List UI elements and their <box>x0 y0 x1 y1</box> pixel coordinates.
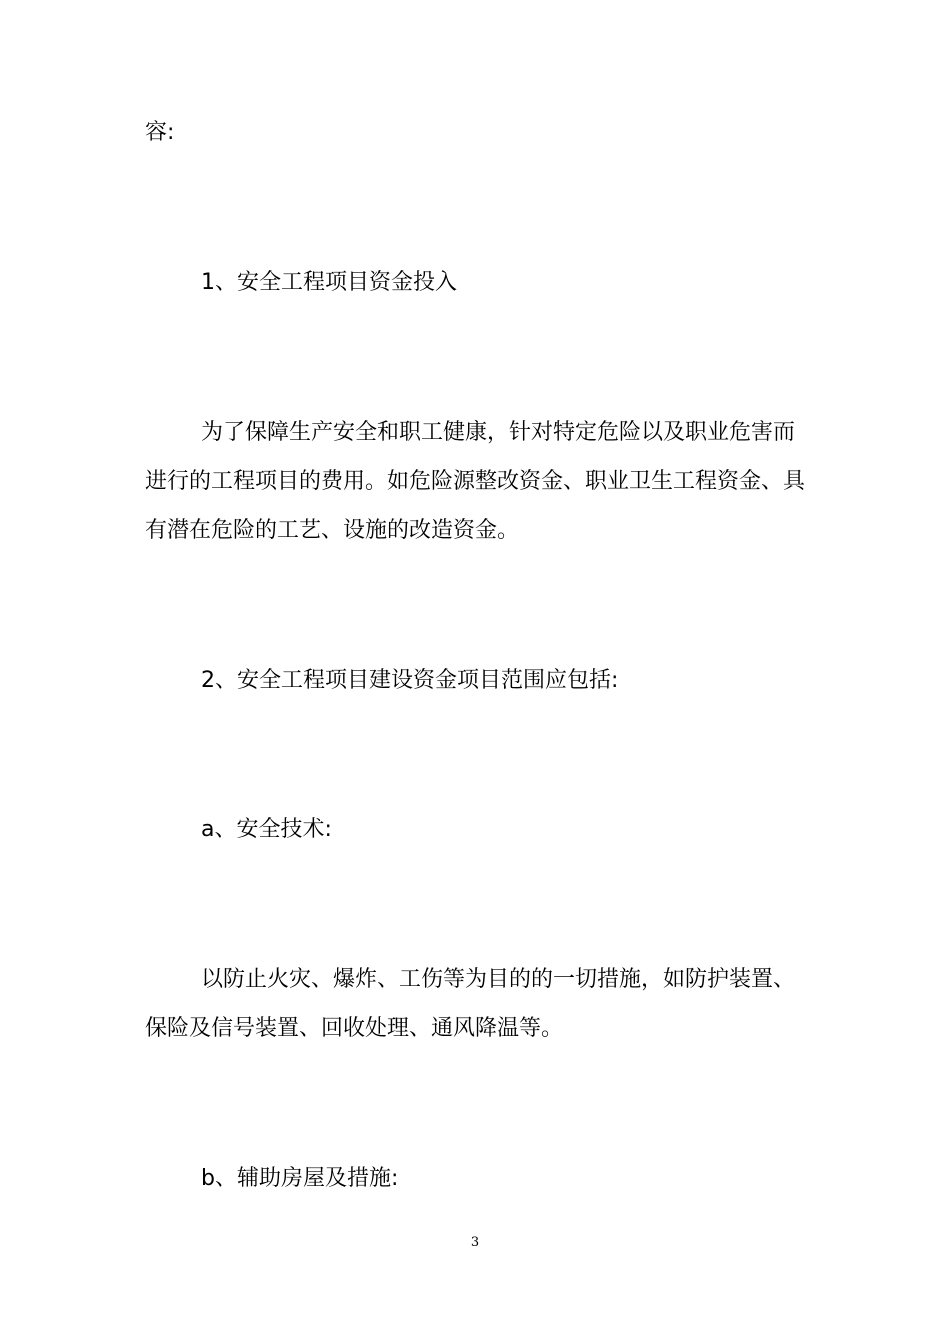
paragraph-continuation: 容: <box>145 120 175 145</box>
heading-section-1: 1、安全工程项目资金投入 <box>201 270 457 295</box>
paragraph-item-a-body: 以防止火灾、爆炸、工伤等为目的的一切措施，如防护装置、保险及信号装置、回收处理、通风降温等。 <box>145 967 796 1041</box>
heading-section-2: 2、安全工程项目建设资金项目范围应包括: <box>201 668 619 693</box>
heading-item-b: b、辅助房屋及措施: <box>201 1166 399 1191</box>
paragraph-section-1-body: 为了保障生产安全和职工健康，针对特定危险以及职业危害而进行的工程项目的费用。如危险源整改资金、职业卫生工程资金、具有潜在危险的工艺、设施的改造资金。 <box>145 420 806 543</box>
heading-item-a: a、安全技术: <box>201 817 332 842</box>
page-number: 3 <box>470 1235 480 1250</box>
